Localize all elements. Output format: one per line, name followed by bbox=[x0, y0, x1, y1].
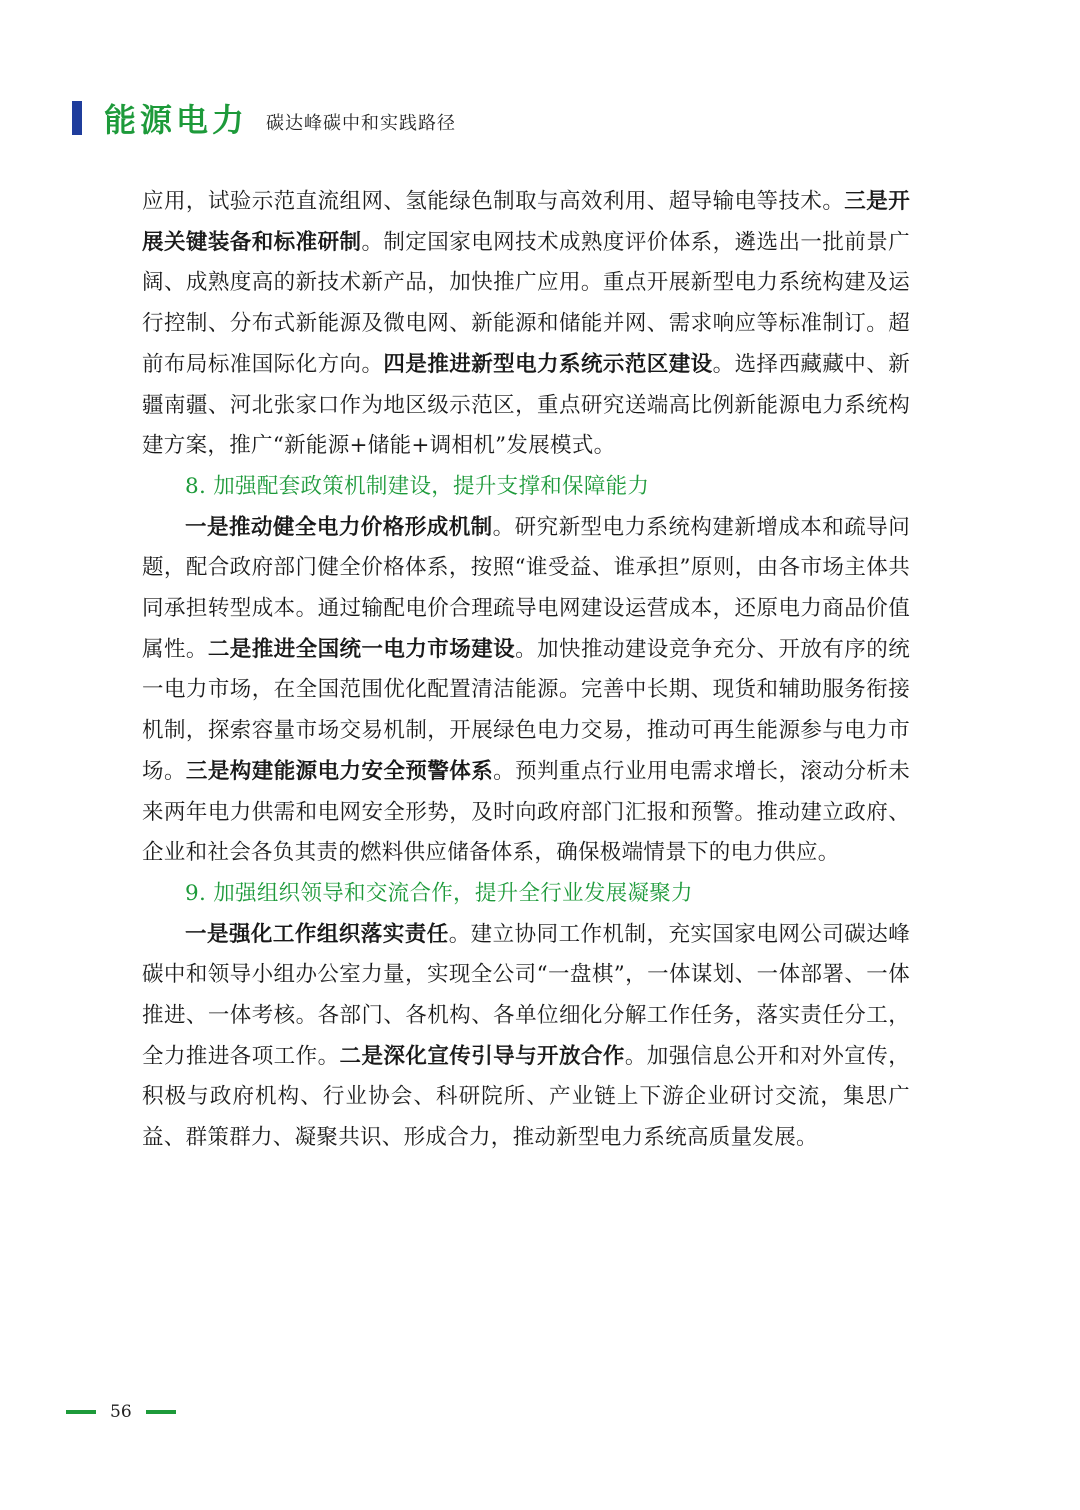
header-title: 能源电力 bbox=[104, 101, 249, 139]
text-run: 。加强信息公开和对外宣传，积极与政府机构、行业协会、科研院所、产业链上下游企业研讨交流，集思广益、群策群力、凝聚共识、形成合力，推动新型电力系统高质量发展。 bbox=[142, 1043, 911, 1151]
page-number: 56 bbox=[110, 1402, 132, 1422]
main-text bbox=[142, 182, 910, 1159]
bold-lead: 二是推进全国统一电力市场建设 bbox=[207, 636, 516, 662]
section-heading-9: 9. 加强组织领导和交流合作，提升全行业发展凝聚力 bbox=[185, 880, 693, 906]
text-run: 。制定国家电网技术成熟度评价体系，遴选出一批前景广阔、成熟度高的新技术新产品，加快推广应用。重点开展新型电力系统构建及运行控制、分布式新能源及微电网、新能源和储能并网、需求响应等标准制订。超前布局标准国际化方向。 bbox=[142, 229, 910, 377]
paragraph-2 bbox=[142, 508, 910, 874]
section-heading-8: 8. 加强配套政策机制建设，提升支撑和保障能力 bbox=[185, 473, 650, 499]
running-header bbox=[72, 98, 456, 138]
bold-lead: 一是强化工作组织落实责任 bbox=[185, 921, 449, 947]
text-run: 。选择西藏藏中、新疆南疆、河北张家口作为地区级示范区，重点研究送端高比例新能源电力系统构建方案，推广“新能源+储能+调相机”发展模式。 bbox=[142, 351, 910, 459]
footer-line-right bbox=[146, 1410, 176, 1414]
header-subtitle: 碳达峰碳中和实践路径 bbox=[266, 113, 457, 134]
header-accent-bar bbox=[72, 101, 82, 135]
page-footer bbox=[66, 1398, 176, 1426]
text-run: 。加快推动建设竞争充分、开放有序的统一电力市场，在全国范围优化配置清洁能源。完善中长期、现货和辅助服务衔接机制，探索容量市场交易机制，开展绿色电力交易，推动可再生能源参与电力市场。 bbox=[142, 636, 911, 784]
text-run: 。预判重点行业用电需求增长，滚动分析未来两年电力供需和电网安全形势，及时向政府部门汇报和预警。推动建立政府、企业和社会各负其责的燃料供应储备体系，确保极端情景下的电力供应。 bbox=[142, 758, 911, 866]
text-run: 。建立协同工作机制，充实国家电网公司碳达峰碳中和领导小组办公室力量，实现全公司“一盘棋”，一体谋划、一体部署、一体推进、一体考核。各部门、各机构、各单位细化分解工作任务，落实责任分工，全力推进各项工作。 bbox=[142, 921, 910, 1069]
bold-lead: 三是构建能源电力安全预警体系 bbox=[185, 758, 494, 784]
paragraph-1 bbox=[142, 182, 910, 467]
paragraph-3 bbox=[142, 915, 910, 1159]
bold-lead: 三是开展关键装备和标准研制 bbox=[142, 189, 910, 255]
bold-lead: 二是深化宣传引导与开放合作 bbox=[339, 1043, 625, 1069]
footer-line-left bbox=[66, 1410, 96, 1414]
bold-lead: 一是推动健全电力价格形成机制 bbox=[185, 514, 493, 540]
text-run: 。研究新型电力系统构建新增成本和疏导问题，配合政府部门健全价格体系，按照“谁受益、谁承担”原则，由各市场主体共同承担转型成本。通过输配电价合理疏导电网建设运营成本，还原电力商品价值属性。 bbox=[142, 514, 911, 662]
bold-lead: 四是推进新型电力系统示范区建设 bbox=[383, 351, 713, 377]
text-run: 应用，试验示范直流组网、氢能绿色制取与高效利用、超导输电等技术。 bbox=[142, 189, 845, 214]
